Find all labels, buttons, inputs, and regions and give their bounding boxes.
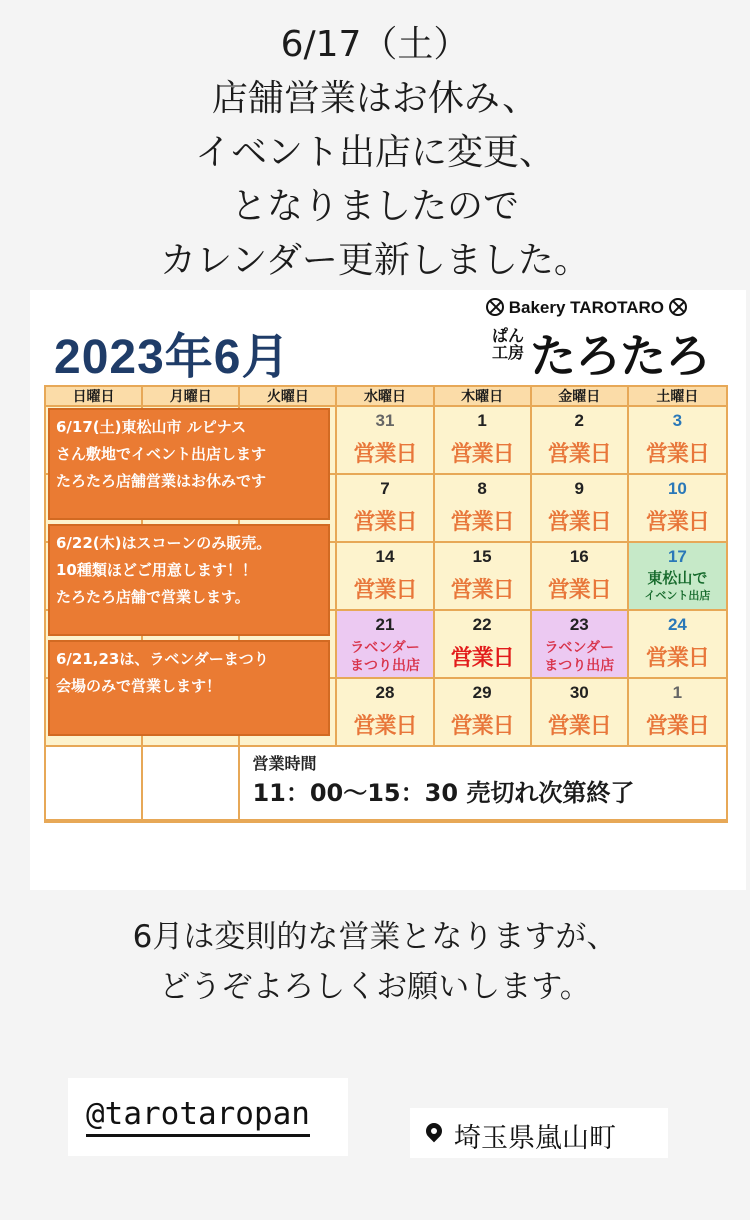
day-status: 営業日	[353, 510, 417, 535]
day-number: 3	[672, 411, 683, 430]
headline-line: イベント出店に変更、	[194, 132, 555, 173]
festival-note	[337, 639, 432, 675]
day-number: 23	[569, 615, 589, 634]
brand-top-text: Bakery TAROTARO	[508, 298, 664, 317]
notice-scone	[48, 524, 330, 636]
ball-icon	[669, 298, 687, 316]
calendar-day	[435, 679, 532, 747]
hours-label: 営業時間	[252, 754, 317, 773]
brand-sub: ぱん工房	[492, 328, 525, 362]
notice-line: 6/22(木)はスコーンのみ販売。	[56, 534, 272, 552]
day-status: 営業日	[450, 442, 514, 467]
calendar-day	[532, 407, 629, 475]
day-number: 28	[375, 683, 395, 702]
calendar-day	[629, 679, 726, 747]
day-status: 営業日	[645, 442, 709, 467]
day-number: 22	[472, 615, 492, 634]
day-status: 営業日	[353, 578, 417, 603]
notice-line: さん敷地でイベント出店します	[56, 445, 267, 463]
day-status: 営業日	[645, 646, 709, 671]
festival-note-line: ラベンダー	[544, 640, 614, 656]
calendar-day-festival	[337, 611, 434, 679]
month-title: 2023年6月	[54, 331, 291, 384]
day-status: 営業日	[547, 578, 611, 603]
event-note-line: イベント出店	[644, 589, 711, 602]
weekday-header	[46, 387, 726, 407]
location-sticker[interactable]	[410, 1108, 668, 1158]
day-number: 10	[667, 479, 687, 498]
day-status: 営業日	[353, 714, 417, 739]
notice-line: 会場のみで営業します！	[56, 677, 222, 695]
festival-note-line: ラベンダー	[350, 640, 420, 656]
location-text[interactable]: 埼玉県嵐山町	[454, 1123, 616, 1154]
calendar-day	[435, 475, 532, 543]
calendar-day-festival	[532, 611, 629, 679]
notice-event	[48, 408, 330, 520]
notice-lavender	[48, 640, 330, 736]
day-number: 15	[472, 547, 492, 566]
location-pin-icon	[423, 1120, 446, 1143]
day-number: 29	[472, 683, 492, 702]
notice-line: 6/21,23は、ラベンダーまつり	[56, 650, 269, 668]
calendar-day	[337, 407, 434, 475]
calendar-day	[532, 543, 629, 611]
calendar-day	[46, 747, 143, 821]
calendar-day	[337, 543, 434, 611]
calendar-day	[337, 679, 434, 747]
calendar-day	[532, 475, 629, 543]
weekday-label: 水曜日	[337, 387, 434, 407]
headline-line: 店舗営業はお休み、	[211, 78, 539, 119]
day-status: 営業日	[547, 510, 611, 535]
brand-header	[486, 298, 726, 318]
story-headline	[0, 18, 750, 288]
notice-line: たろたろ店舗で営業します。	[56, 588, 250, 606]
notice-line: たろたろ店舗営業はお休みです	[56, 472, 267, 490]
weekday-label: 日曜日	[46, 387, 143, 407]
calendar-day	[435, 407, 532, 475]
day-number: 7	[380, 479, 390, 498]
calendar-day	[435, 611, 532, 679]
business-hours	[240, 747, 726, 821]
calendar-day	[629, 611, 726, 679]
day-number: 14	[375, 547, 395, 566]
calendar-day	[337, 475, 434, 543]
notice-line: 6/17(土)東松山市 ルピナス	[56, 418, 247, 436]
event-note-line: 東松山で	[647, 569, 708, 587]
day-status: 営業日	[450, 714, 514, 739]
day-number: 1	[477, 411, 487, 430]
ball-icon	[486, 298, 504, 316]
festival-note	[532, 639, 627, 675]
day-number: 2	[574, 411, 584, 430]
weekday-label: 木曜日	[435, 387, 532, 407]
day-number: 16	[569, 547, 589, 566]
day-status: 営業日	[547, 442, 611, 467]
calendar-day	[143, 747, 240, 821]
day-number: 31	[375, 411, 395, 430]
headline-line: カレンダー更新しました。	[160, 240, 590, 281]
day-number: 17	[667, 547, 687, 566]
day-status: 営業日	[450, 646, 514, 671]
calendar-day	[532, 679, 629, 747]
brand-name: たろたろ	[530, 330, 710, 382]
weekday-label: 火曜日	[240, 387, 337, 407]
day-number: 9	[574, 479, 584, 498]
day-number: 30	[569, 683, 589, 702]
mention-sticker[interactable]	[68, 1078, 348, 1156]
day-number: 8	[477, 479, 487, 498]
calendar-day	[629, 407, 726, 475]
closing-line: どうぞよろしくお願いします。	[159, 969, 591, 1005]
festival-note-line: まつり出店	[349, 658, 420, 674]
weekday-label: 土曜日	[629, 387, 726, 407]
calendar-day	[435, 543, 532, 611]
headline-line: 6/17（土）	[280, 24, 470, 65]
day-status: 営業日	[353, 442, 417, 467]
headline-line: となりましたので	[230, 186, 519, 227]
story-closing	[0, 912, 750, 1012]
day-number: 24	[667, 615, 687, 634]
day-status: 営業日	[547, 714, 611, 739]
calendar-day	[629, 475, 726, 543]
calendar-flyer	[30, 290, 746, 890]
day-status: 営業日	[645, 510, 709, 535]
day-status: 営業日	[645, 714, 709, 739]
day-status: 営業日	[450, 578, 514, 603]
account-handle[interactable]: @tarotaropan	[86, 1096, 310, 1137]
weekday-label: 月曜日	[143, 387, 240, 407]
festival-note-line: まつり出店	[544, 658, 615, 674]
day-number: 1	[672, 683, 683, 702]
hours-text: 11：00〜15：30 売切れ次第終了	[252, 779, 635, 807]
event-note	[629, 569, 726, 605]
day-number: 21	[375, 615, 395, 634]
notice-line: 10種類ほどご用意します！！	[56, 561, 257, 579]
calendar-day-event	[629, 543, 726, 611]
closing-line: 6月は変則的な営業となりますが、	[132, 919, 618, 955]
hours-row	[46, 747, 726, 821]
day-status: 営業日	[450, 510, 514, 535]
weekday-label: 金曜日	[532, 387, 629, 407]
